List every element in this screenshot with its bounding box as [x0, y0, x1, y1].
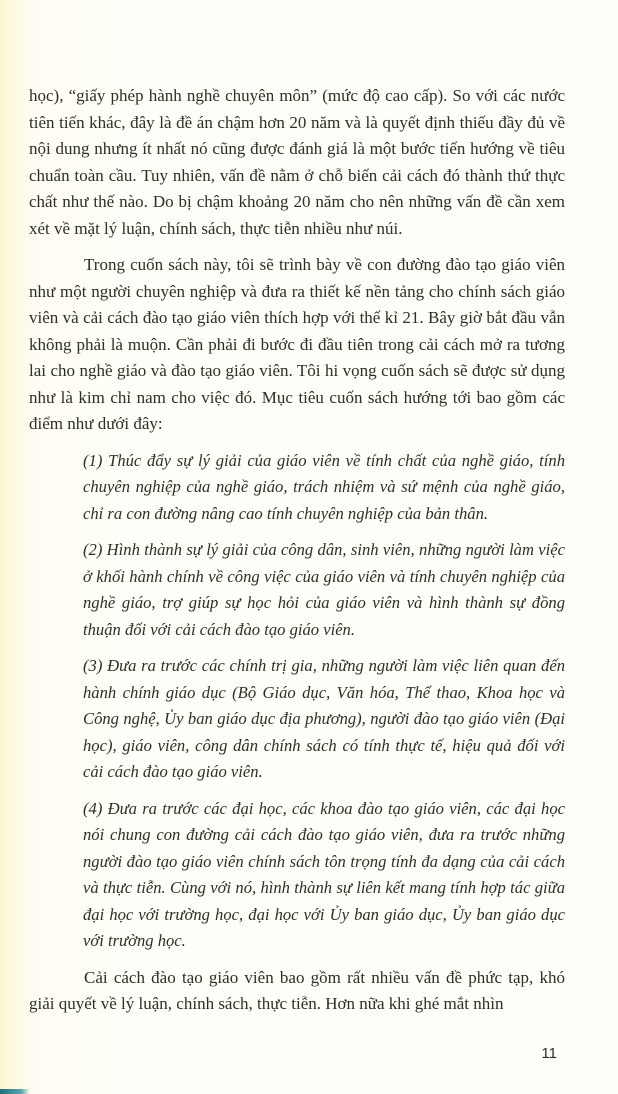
objective-item-4: (4) Đưa ra trước các đại học, các khoa đào tạo giáo viên, các đại học nói chung con đường cải cách đào tạo giáo viên, đưa ra trước những người đào tạo giáo viên chính sách tôn trọng tính đa dạng của cải cách và thực tiễn. Cùng với nó, hình thành sự liên kết mang tính hợp tác giữa đại học với trường học, đại học với Ủy ban giáo dục, Ủy ban giáo dục với trường học.	[83, 798, 565, 950]
paragraph-reform-complexity: Cải cách đào tạo giáo viên bao gồm rất nhiều vấn đề phức tạp, khó giải quyết về lý luận, chính sách, thực tiễn. Hơn nữa khi ghé mắt nhìn	[29, 967, 565, 1013]
paragraph-gap	[29, 438, 565, 448]
page-footer	[29, 1044, 565, 1064]
page-number: 11	[541, 1044, 557, 1062]
objective-item-2: (2) Hình thành sự lý giải của công dân, sinh viên, những người làm việc ở khối hành chính về công việc của giáo viên và tính chuyên nghiệp của nghề giáo, trợ giúp sự học hỏi của giáo viên và hình thành sự đồng thuận đối với cải cách đào tạo giáo viên.	[83, 540, 565, 639]
paragraph-book-intro: Trong cuốn sách này, tôi sẽ trình bày về con đường đào tạo giáo viên như một người chuyên nghiệp và đưa ra thiết kế nền tảng cho chính sách giáo viên và cải cách đào tạo giáo viên thích hợp với thế kỉ 21. Bây giờ bắt đầu vẫn không phải là muộn. Cần phải đi bước đi đầu tiên trong cải cách mở ra tương lai cho nghề giáo và đào tạo giáo viên. Tôi hi vọng cuốn sách sẽ được sử dụng như là kim chỉ nam cho việc đó. Mục tiêu cuốn sách hướng tới bao gồm các điểm như dưới đây:	[29, 255, 565, 433]
paragraph-continuation: học), “giấy phép hành nghề chuyên môn” (mức độ cao cấp). So với các nước tiên tiến khác, đây là đề án chậm hơn 20 năm và là quyết định thiếu đầy đủ về nội dung nhưng ít nhất nó cũng được đánh giá là một bước tiến hướng về tiêu chuẩn toàn cầu. Tuy nhiên, vấn đề nằm ở chỗ biến cải cách đó thành thứ thực chất như thế nào. Do bị chậm khoảng 20 năm cho nên những vấn đề cần xem xét về mặt lý luận, chính sách, thực tiễn nhiều như núi.	[29, 86, 565, 238]
paragraph-gap	[29, 242, 565, 252]
objectives-list	[29, 448, 565, 955]
page-body	[29, 83, 565, 1018]
objective-item-3: (3) Đưa ra trước các chính trị gia, những người làm việc liên quan đến hành chính giáo dục (Bộ Giáo dục, Văn hóa, Thể thao, Khoa học và Công nghệ, Ủy ban giáo dục địa phương), người đào tạo giáo viên (Đại học), giáo viên, công dân chính sách có tính thực tế, hiệu quả đối với cải cách đào tạo giáo viên.	[83, 656, 565, 781]
objective-item-1: (1) Thúc đẩy sự lý giải của giáo viên về tính chất của nghề giáo, tính chuyên nghiệp của nghề giáo, trách nhiệm và sứ mệnh của nghề giáo, chỉ ra con đường nâng cao tính chuyên nghiệp của bản thân.	[83, 450, 565, 523]
